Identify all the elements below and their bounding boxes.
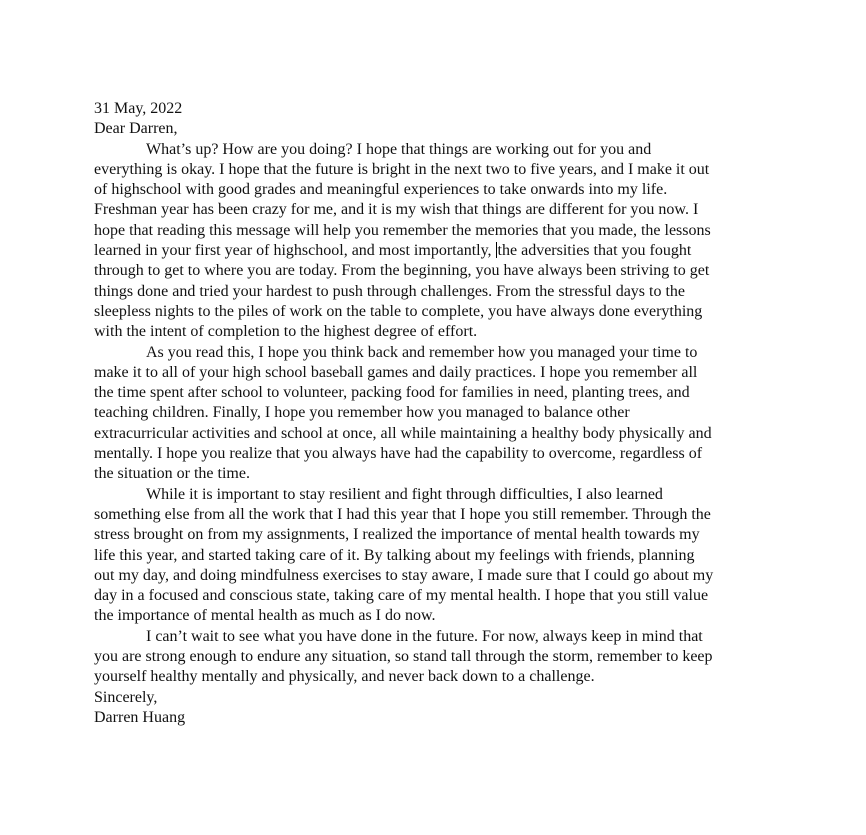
paragraph-line: make it to all of your high school baseball games and daily practices. I hope you remember all — [94, 363, 698, 381]
paragraph-line: with the intent of completion to the highest degree of effort. — [94, 323, 478, 341]
paragraph-line: sleepless nights to the piles of work on the table to complete, you have always done everything — [94, 302, 703, 320]
paragraph-4 — [94, 627, 784, 688]
paragraph-line: out my day, and doing mindfulness exercises to stay aware, I made sure that I could go about my — [94, 566, 714, 584]
paragraph-line: As you read this, I hope you think back and remember how you managed your time to — [146, 343, 698, 361]
letter-salutation: Dear Darren, — [94, 120, 178, 138]
paragraph-line-part: learned in your first year of highschool, and most importantly, — [94, 242, 496, 260]
paragraph-line-part: the adversities that you fought — [497, 242, 692, 260]
paragraph-line: What’s up? How are you doing? I hope that things are working out for you and — [146, 140, 652, 158]
paragraph-line: you are strong enough to endure any situation, so stand tall through the storm, remember to keep — [94, 648, 713, 666]
paragraph-line: hope that reading this message will help you remember the memories that you made, the lessons — [94, 221, 711, 239]
paragraph-line: things done and tried your hardest to push through challenges. From the stressful days to the — [94, 282, 686, 300]
paragraph-line: the situation or the time. — [94, 465, 250, 483]
paragraph-line: teaching children. Finally, I hope you remember how you managed to balance other — [94, 404, 630, 422]
paragraph-line: of highschool with good grades and meaningful experiences to take onwards into my life. — [94, 181, 668, 199]
paragraph-line: day in a focused and conscious state, taking care of my mental health. I hope that you still value — [94, 587, 709, 605]
paragraph-line: the importance of mental health as much as I do now. — [94, 607, 436, 625]
paragraph-3 — [94, 485, 784, 627]
paragraph-line: I can’t wait to see what you have done in the future. For now, always keep in mind that — [146, 627, 703, 645]
paragraph-line: While it is important to stay resilient and fight through difficulties, I also learned — [146, 485, 663, 503]
letter-closing: Sincerely, — [94, 688, 158, 706]
paragraph-line: life this year, and started taking care of it. By talking about my feelings with friends, planning — [94, 546, 695, 564]
paragraph-line: something else from all the work that I had this year that I hope you still remember. Through the — [94, 505, 711, 523]
paragraph-line: stress brought on from my assignments, I realized the importance of mental health towards my — [94, 526, 700, 544]
paragraph-line: yourself healthy mentally and physically, and never back down to a challenge. — [94, 668, 595, 686]
letter-signature: Darren Huang — [94, 708, 186, 726]
letter-document[interactable] — [94, 99, 784, 728]
paragraph-line: mentally. I hope you realize that you always have had the capability to overcome, regardless of — [94, 445, 703, 463]
paragraph-line: the time spent after school to volunteer, packing food for families in need, planting trees, and — [94, 384, 690, 402]
paragraph-line: Freshman year has been crazy for me, and it is my wish that things are different for you now. I — [94, 201, 699, 219]
paragraph-line-with-cursor — [94, 241, 784, 261]
paragraph-1 — [94, 140, 784, 343]
text-cursor — [496, 242, 497, 258]
paragraph-line: extracurricular activities and school at once, all while maintaining a healthy body physically and — [94, 424, 712, 442]
letter-date: 31 May, 2022 — [94, 100, 183, 117]
paragraph-2 — [94, 343, 784, 485]
paragraph-line: everything is okay. I hope that the future is bright in the next two to five years, and I make it out — [94, 160, 710, 178]
paragraph-line: through to get to where you are today. From the beginning, you have always been striving to get — [94, 262, 710, 280]
